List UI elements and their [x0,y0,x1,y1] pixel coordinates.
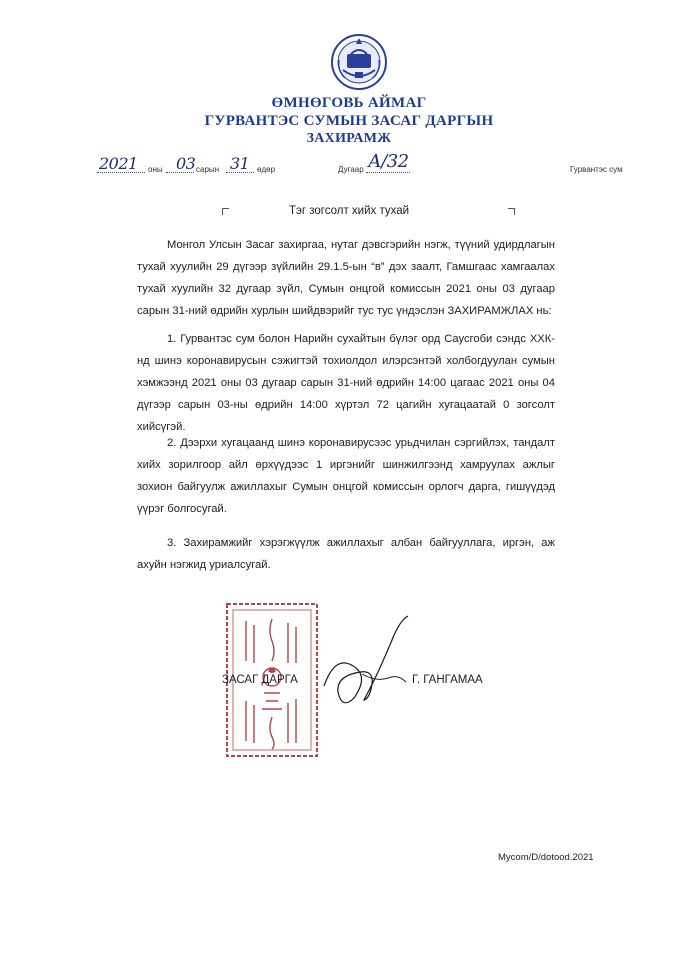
date-year-suffix: оны [148,165,163,174]
document-title: Тэг зогсолт хийх тухай [288,205,410,217]
footer-reference: Mycom/D/dotood.2021 [498,852,594,863]
aimag-heading: ӨМНӨГОВЬ АЙМАГ [271,95,427,111]
date-year: 2021 [99,154,138,173]
preamble-paragraph [137,234,555,322]
paragraph-text: 2. Дээрхи хугацаанд шинэ коронавирусээс урьдчилан сэргийлэх, тандалт хийх зорилгоор айл өрхүүдээс 1 иргэнийг шинжилгээнд хамруулах ажлыг зохион байгуулж ажиллахыг Сумын онцгой комиссын орлогч дарга, гишүүдэд үүрэг болгосугай. [137,437,555,515]
signatory-position: ЗАСАГ ДАРГА [222,674,298,686]
office-heading: ГУРВАНТЭС СУМЫН ЗАСАГ ДАРГЫН [204,113,494,129]
clause-2-paragraph [137,432,555,520]
paragraph-text: 3. Захирамжийг хэрэгжүүлж ажиллахыг албан байгууллага, иргэн, аж ахуйн нэгжид уриалсугай. [137,537,555,571]
date-month-suffix: сарын [196,165,220,174]
location-label: Гурвантэс сум [570,165,623,174]
date-day-suffix: өдөр [257,165,276,174]
paragraph-text: 1. Гурвантэс сум болон Нарийн сухайтын бүлэг орд Саусгоби сэндс ХХК-нд шинэ коронавирусын сэжигтэй тохиолдол илэрсэнтэй холбогдуулан сумын хэмжээнд 2021 оны 03 дугаар сарын 31-ний өдрийн 14:00 цагаас 2021 оны 04 дүгээр сарын 03-ны өдрийн 14:00 хүртэл 72 цагийн хугацаатай 0 зогсолт хийсүгэй. [137,333,555,433]
signatory-name: Г. ГАНГАМАА [412,674,483,686]
date-day: 31 [230,154,250,173]
document-type-heading: ЗАХИРАМЖ [306,131,392,146]
document-number: А/32 [368,151,409,172]
handwritten-signature [316,612,416,716]
clause-1-paragraph [137,328,555,438]
paragraph-text: Монгол Улсын Засаг захиргаа, нутаг дэвсгэрийн нэгж, түүний удирдлагын тухай хуулийн 29 дүгээр зүйлийн 29.1.5-ын “в” дэх заалт, Гамшгаас хамгаалах тухай хуулийн 32 дугаар зүйл, Сумын онцгой комиссын 2021 оны 03 дугаар сарын 31-ний өдрийн хурлын шийдвэрийг тус тус үндэслэн ЗАХИРАМЖЛАХ нь: [137,239,555,317]
state-emblem-icon [329,30,389,94]
date-month: 03 [176,154,196,173]
clause-3-paragraph [137,532,555,576]
number-label: Дугаар [338,165,364,174]
